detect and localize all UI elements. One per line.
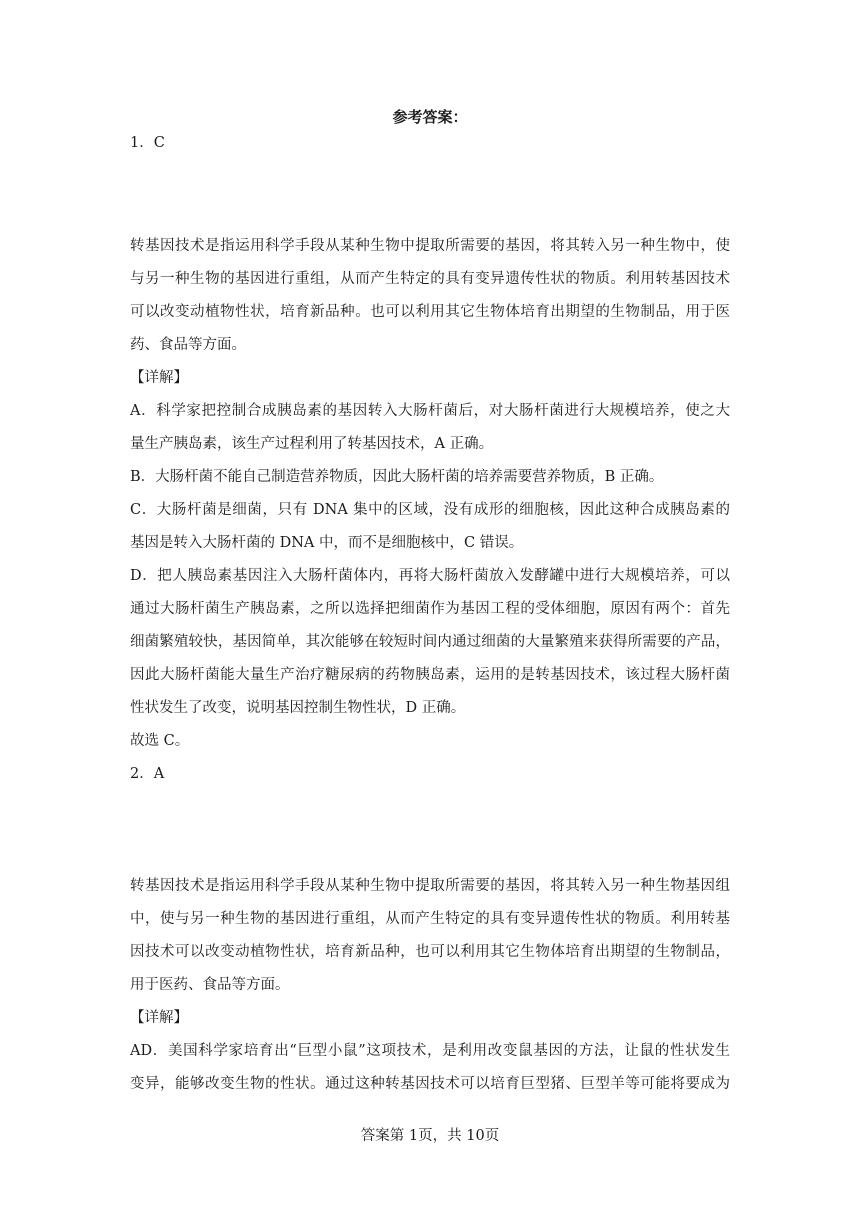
option-b-line: B．大肠杆菌不能自己制造营养物质，因此大肠杆菌的培养需要营养物质，B 正确。 bbox=[130, 469, 664, 485]
detail-label: 【详解】 bbox=[130, 370, 188, 386]
option-d-line: D．把人胰岛素基因注入大肠杆菌体内，再将大肠杆菌放入发酵罐中进行大规模培养，可以 bbox=[130, 568, 730, 584]
text-line: 中，使与另一种生物的基因进行重组，从而产生特定的具有变异遗传性状的物质。利用转基 bbox=[130, 911, 730, 927]
option-ad-line: 变异，能够改变生物的性状。通过这种转基因技术可以培育巨型猪、巨型羊等可能将要成为 bbox=[130, 1076, 730, 1092]
q2-analysis bbox=[130, 870, 730, 1101]
q1-answer: 1．C bbox=[130, 135, 165, 151]
page-title: 参考答案： bbox=[392, 108, 468, 126]
text-line: 药、食品等方面。 bbox=[130, 337, 246, 353]
text-line: 转基因技术是指运用科学手段从某种生物中提取所需要的基因，将其转入另一种生物基因组 bbox=[130, 878, 730, 894]
option-ad-line: AD．美国科学家培育出“巨型小鼠”这项技术，是利用改变鼠基因的方法，让鼠的性状发生 bbox=[130, 1043, 730, 1059]
page-footer: 答案第 1页，共 10页 bbox=[360, 1128, 500, 1144]
text-line: 转基因技术是指运用科学手段从某种生物中提取所需要的基因，将其转入另一种生物中，使 bbox=[130, 238, 730, 254]
option-a-line: 量生产胰岛素，该生产过程利用了转基因技术，A 正确。 bbox=[130, 436, 494, 452]
text-line: 可以改变动植物性状，培育新品种。也可以利用其它生物体培育出期望的生物制品，用于医 bbox=[130, 304, 730, 320]
text-line: 因技术可以改变动植物性状，培育新品种，也可以利用其它生物体培育出期望的生物制品， bbox=[130, 944, 730, 960]
text-line: 与另一种生物的基因进行重组，从而产生特定的具有变异遗传性状的物质。利用转基因技术 bbox=[130, 271, 730, 287]
option-a-line: A．科学家把控制合成胰岛素的基因转入大肠杆菌后，对大肠杆菌进行大规模培养，使之大 bbox=[130, 403, 730, 419]
option-d-line: 因此大肠杆菌能大量生产治疗糖尿病的药物胰岛素，运用的是转基因技术，该过程大肠杆菌 bbox=[130, 667, 730, 683]
detail-label: 【详解】 bbox=[130, 1010, 188, 1026]
option-c-line: C．大肠杆菌是细菌，只有 DNA 集中的区域，没有成形的细胞核，因此这种合成胰岛素的 bbox=[130, 502, 730, 518]
option-d-line: 性状发生了改变，说明基因控制生物性状，D 正确。 bbox=[130, 700, 466, 716]
q2-answer: 2．A bbox=[130, 766, 165, 782]
q1-analysis bbox=[130, 230, 730, 791]
option-d-line: 通过大肠杆菌生产胰岛素，之所以选择把细菌作为基因工程的受体细胞，原因有两个：首先 bbox=[130, 601, 730, 617]
option-c-line: 基因是转入大肠杆菌的 DNA 中，而不是细胞核中，C 错误。 bbox=[130, 535, 524, 551]
conclusion: 故选 C。 bbox=[130, 733, 190, 749]
option-d-line: 细菌繁殖较快，基因简单，其次能够在较短时间内通过细菌的大量繁殖来获得所需要的产品， bbox=[130, 634, 730, 650]
text-line: 用于医药、食品等方面。 bbox=[130, 977, 290, 993]
